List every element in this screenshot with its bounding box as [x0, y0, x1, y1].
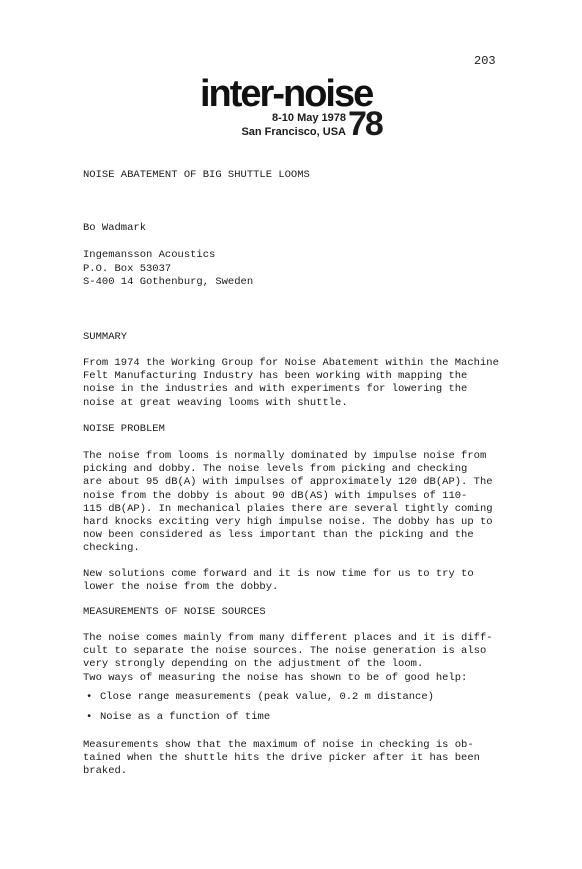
affiliation-block	[83, 249, 253, 290]
measurement-methods-list	[86, 691, 526, 724]
noise-problem-paragraph-2: New solutions come forward and it is now time for us to try to lower the noise from the dobby.	[83, 568, 474, 594]
conference-year: 78	[348, 105, 382, 143]
measurements-paragraph: The noise comes mainly from many different places and it is diff- cult to separate the noise sources. The noise generation is also very strongly depending on the adjustment of the loom. Two ways of measuring the noise has shown to be of good help:	[83, 632, 493, 684]
author-name: Bo Wadmark	[83, 222, 147, 234]
list-item	[86, 691, 526, 704]
noise-problem-paragraph: The noise from looms is normally dominated by impulse noise from picking and dobby. The noise levels from picking and checking are about 95 dB(A) with impulses of approximately 120 dB(AP). The noise from the dobby is about 90 dB(AS) with impulses of 110- 115 dB(AP). In mechanical plaies there are several tightly coming hard knocks exciting very high impulse noise. The dobby has up to now been considered as less important than the picking and the checking.	[83, 450, 493, 555]
bullet-icon: •	[86, 691, 93, 703]
paper-title: NOISE ABATEMENT OF BIG SHUTTLE LOOMS	[83, 169, 310, 181]
conference-name: inter-noise	[200, 73, 373, 115]
affiliation-line: P.O. Box 53037	[83, 262, 172, 275]
summary-heading: SUMMARY	[83, 331, 128, 343]
affiliation-line: Ingemansson Acoustics	[83, 249, 216, 261]
measurements-heading: MEASUREMENTS OF NOISE SOURCES	[83, 606, 266, 618]
conference-location: San Francisco, USA	[241, 126, 346, 138]
page-number: 203	[474, 54, 496, 68]
affiliation-line: S-400 14 Gothenburg, Sweden	[83, 276, 254, 288]
conference-dates: 8-10 May 1978	[272, 112, 346, 124]
bullet-icon: •	[86, 711, 93, 723]
conference-logo	[200, 74, 384, 152]
measurements-paragraph-2: Measurements show that the maximum of noise in checking is ob- tained when the shuttle hits the drive picker after it has been braked.	[83, 739, 480, 778]
noise-problem-heading: NOISE PROBLEM	[83, 423, 165, 435]
summary-paragraph: From 1974 the Working Group for Noise Abatement within the Machine Felt Manufacturing Industry has been working with mapping the noise in the industries and with experiments for lowering the noise at great weaving looms with shuttle.	[83, 357, 499, 409]
list-item-text: Close range measurements (peak value, 0.2 m distance)	[100, 691, 434, 703]
list-item	[86, 711, 526, 724]
list-item-text: Noise as a function of time	[100, 711, 271, 723]
